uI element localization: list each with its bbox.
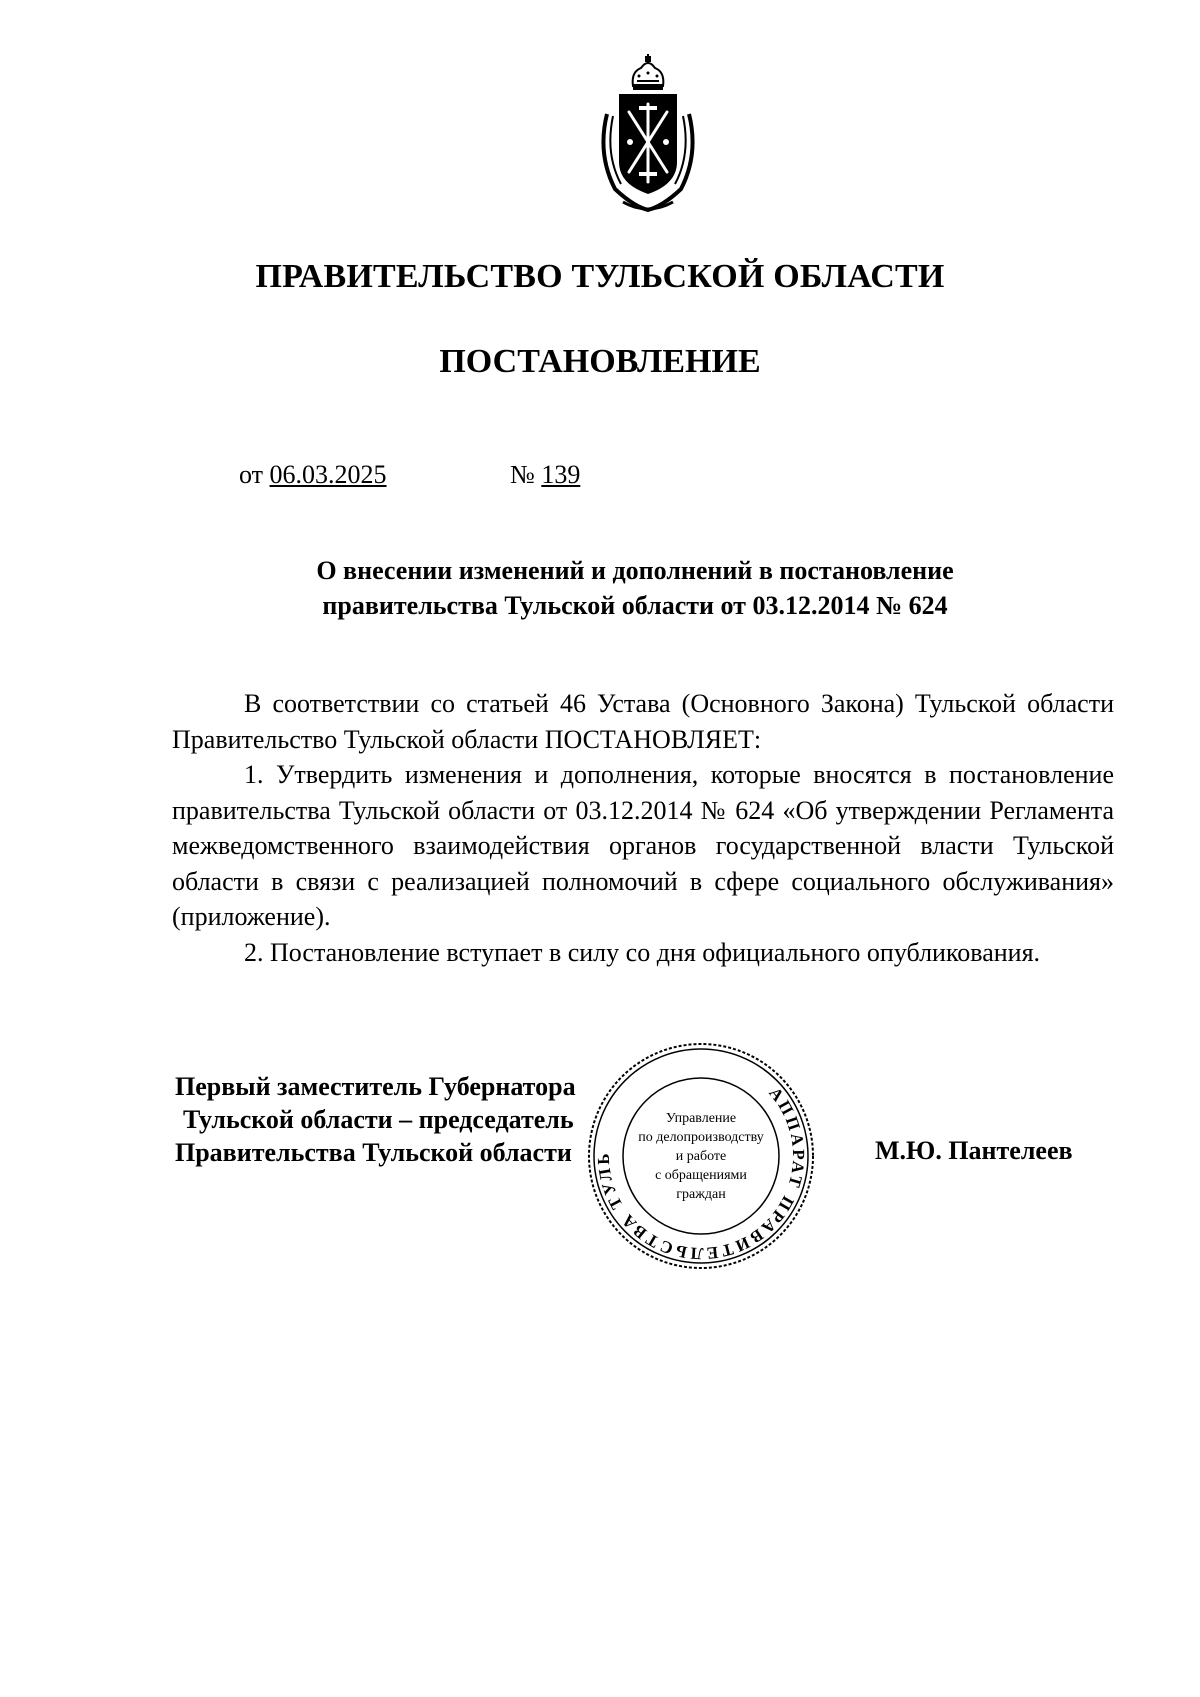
date-prefix: от xyxy=(239,460,264,489)
number-value: 139 xyxy=(541,460,581,489)
document-subject xyxy=(180,553,1090,623)
document-number xyxy=(510,460,580,490)
signatory-name: М.Ю. Пантелеев xyxy=(875,1136,1073,1165)
position-line-1: Первый заместитель Губернатора xyxy=(175,1072,576,1101)
tula-coat-of-arms-icon xyxy=(593,54,703,214)
position-line-2: Тульской области – председатель xyxy=(183,1105,574,1134)
subject-line-2: правительства Тульской области от 03.12.2014 № 624 xyxy=(322,591,948,620)
document-date xyxy=(239,460,387,490)
document-type: ПОСТАНОВЛЕНИЕ xyxy=(439,343,761,380)
seal-inner-line-2: по делопроизводству xyxy=(638,1130,764,1145)
seal-outer-text: АППАРАТ ПРАВИТЕЛЬСТВА ТУЛЬ xyxy=(593,1083,809,1264)
seal-inner-line-3: и работе xyxy=(675,1149,727,1164)
number-prefix: № xyxy=(510,460,535,489)
body-paragraph-2: 1. Утвердить изменения и дополнения, которые вносятся в постановление правительства Тульской области от 03.12.2014 № 624 «Об утверждении Регламента межведомственного взаимодействия органов государственной власти Тульской области в связи с реализацией полномочий в сфере социального обслуживания» (приложение). xyxy=(172,760,1114,931)
document-body xyxy=(172,686,1114,970)
signatory-position xyxy=(175,1070,576,1169)
body-paragraph-3: 2. Постановление вступает в силу со дня официального опубликования. xyxy=(244,937,1041,967)
subject-line-1: О внесении изменений и дополнений в постановление xyxy=(316,556,954,585)
official-seal xyxy=(585,1040,817,1272)
seal-inner-line-4: с обращениями xyxy=(655,1168,747,1183)
seal-inner-line-1: Управление xyxy=(665,1111,737,1126)
date-value: 06.03.2025 xyxy=(269,460,387,489)
seal-inner-line-5: граждан xyxy=(676,1187,726,1202)
organization-title: ПРАВИТЕЛЬСТВО ТУЛЬСКОЙ ОБЛАСТИ xyxy=(255,258,945,295)
position-line-3: Правительства Тульской области xyxy=(175,1138,572,1167)
body-paragraph-1: В соответствии со статьей 46 Устава (Основного Закона) Тульской области Правительство Тульской области ПОСТАНОВЛЯЕТ: xyxy=(172,689,1114,754)
